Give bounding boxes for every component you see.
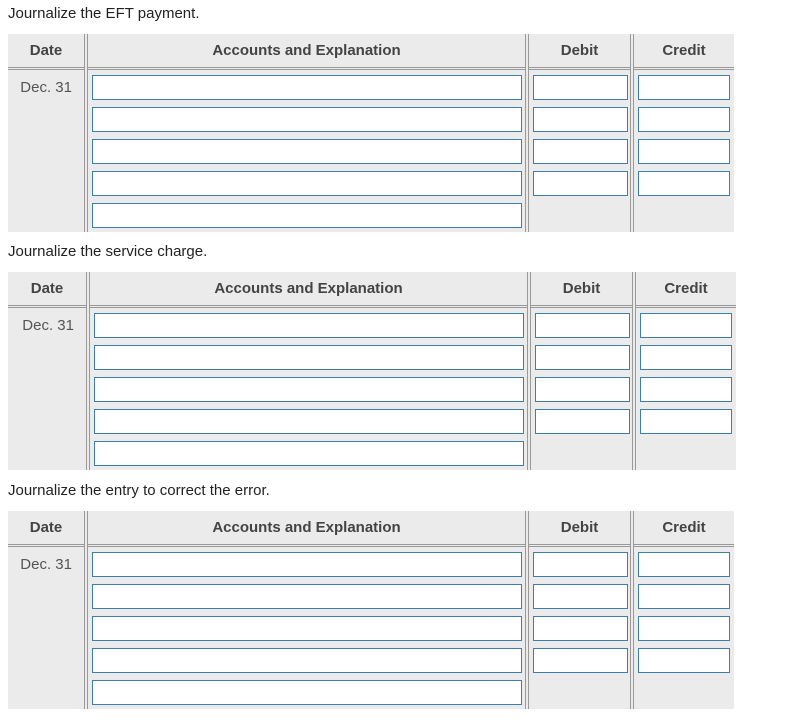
header-row bbox=[8, 34, 734, 69]
accounts-cell bbox=[86, 546, 527, 710]
account-input[interactable] bbox=[94, 345, 524, 370]
account-input[interactable] bbox=[94, 377, 524, 402]
account-input[interactable] bbox=[94, 313, 524, 338]
debit-input[interactable] bbox=[533, 648, 628, 673]
date-cell bbox=[8, 546, 86, 710]
credit-input[interactable] bbox=[638, 171, 730, 196]
debit-header: Debit bbox=[527, 34, 632, 69]
account-input[interactable] bbox=[92, 75, 522, 100]
account-input[interactable] bbox=[92, 171, 522, 196]
debit-input[interactable] bbox=[533, 75, 628, 100]
credit-input[interactable] bbox=[638, 139, 730, 164]
account-input[interactable] bbox=[94, 409, 524, 434]
credit-header: Credit bbox=[634, 272, 736, 307]
accounts-cell bbox=[86, 69, 527, 233]
debit-input[interactable] bbox=[535, 345, 630, 370]
credit-input[interactable] bbox=[640, 409, 732, 434]
credit-input[interactable] bbox=[638, 584, 730, 609]
header-row bbox=[8, 511, 734, 546]
credit-input[interactable] bbox=[638, 107, 730, 132]
date-header: Date bbox=[8, 272, 88, 307]
debit-header: Debit bbox=[529, 272, 634, 307]
credit-header: Credit bbox=[632, 34, 734, 69]
header-row bbox=[8, 272, 736, 307]
account-input[interactable] bbox=[92, 139, 522, 164]
accounts-header: Accounts and Explanation bbox=[86, 34, 527, 69]
date-header: Date bbox=[8, 34, 86, 69]
debit-cell bbox=[527, 69, 632, 233]
debit-input[interactable] bbox=[533, 107, 628, 132]
debit-input[interactable] bbox=[535, 377, 630, 402]
credit-input[interactable] bbox=[638, 552, 730, 577]
debit-input[interactable] bbox=[533, 139, 628, 164]
debit-cell bbox=[529, 307, 634, 471]
entry-row bbox=[8, 307, 736, 471]
entry-date: Dec. 31 bbox=[22, 317, 74, 334]
account-input[interactable] bbox=[92, 616, 522, 641]
entry-row bbox=[8, 69, 734, 233]
instruction-text: Journalize the entry to correct the error. bbox=[8, 482, 270, 499]
credit-cell bbox=[632, 546, 734, 710]
journal-table bbox=[8, 272, 736, 470]
account-input[interactable] bbox=[92, 107, 522, 132]
explanation-input[interactable] bbox=[92, 203, 522, 228]
debit-input[interactable] bbox=[533, 584, 628, 609]
explanation-input[interactable] bbox=[92, 680, 522, 705]
accounts-header: Accounts and Explanation bbox=[88, 272, 529, 307]
debit-input[interactable] bbox=[533, 552, 628, 577]
debit-input[interactable] bbox=[533, 171, 628, 196]
credit-input[interactable] bbox=[640, 345, 732, 370]
date-cell bbox=[8, 307, 88, 471]
credit-cell bbox=[634, 307, 736, 471]
credit-header: Credit bbox=[632, 511, 734, 546]
instruction-text: Journalize the EFT payment. bbox=[8, 5, 200, 22]
debit-input[interactable] bbox=[533, 616, 628, 641]
journal-table bbox=[8, 34, 734, 232]
journal-section-correct-error bbox=[8, 481, 734, 709]
credit-input[interactable] bbox=[640, 377, 732, 402]
explanation-input[interactable] bbox=[94, 441, 524, 466]
account-input[interactable] bbox=[92, 648, 522, 673]
credit-input[interactable] bbox=[638, 75, 730, 100]
debit-input[interactable] bbox=[535, 313, 630, 338]
instruction-text: Journalize the service charge. bbox=[8, 243, 208, 260]
journal-section-service-charge bbox=[8, 242, 736, 470]
accounts-header: Accounts and Explanation bbox=[86, 511, 527, 546]
account-input[interactable] bbox=[92, 552, 522, 577]
debit-input[interactable] bbox=[535, 409, 630, 434]
journal-section-eft bbox=[8, 4, 734, 232]
journal-table bbox=[8, 511, 734, 709]
credit-input[interactable] bbox=[640, 313, 732, 338]
debit-cell bbox=[527, 546, 632, 710]
entry-date: Dec. 31 bbox=[20, 79, 72, 96]
credit-cell bbox=[632, 69, 734, 233]
date-cell bbox=[8, 69, 86, 233]
debit-header: Debit bbox=[527, 511, 632, 546]
entry-date: Dec. 31 bbox=[20, 556, 72, 573]
entry-row bbox=[8, 546, 734, 710]
credit-input[interactable] bbox=[638, 616, 730, 641]
date-header: Date bbox=[8, 511, 86, 546]
account-input[interactable] bbox=[92, 584, 522, 609]
credit-input[interactable] bbox=[638, 648, 730, 673]
accounts-cell bbox=[88, 307, 529, 471]
